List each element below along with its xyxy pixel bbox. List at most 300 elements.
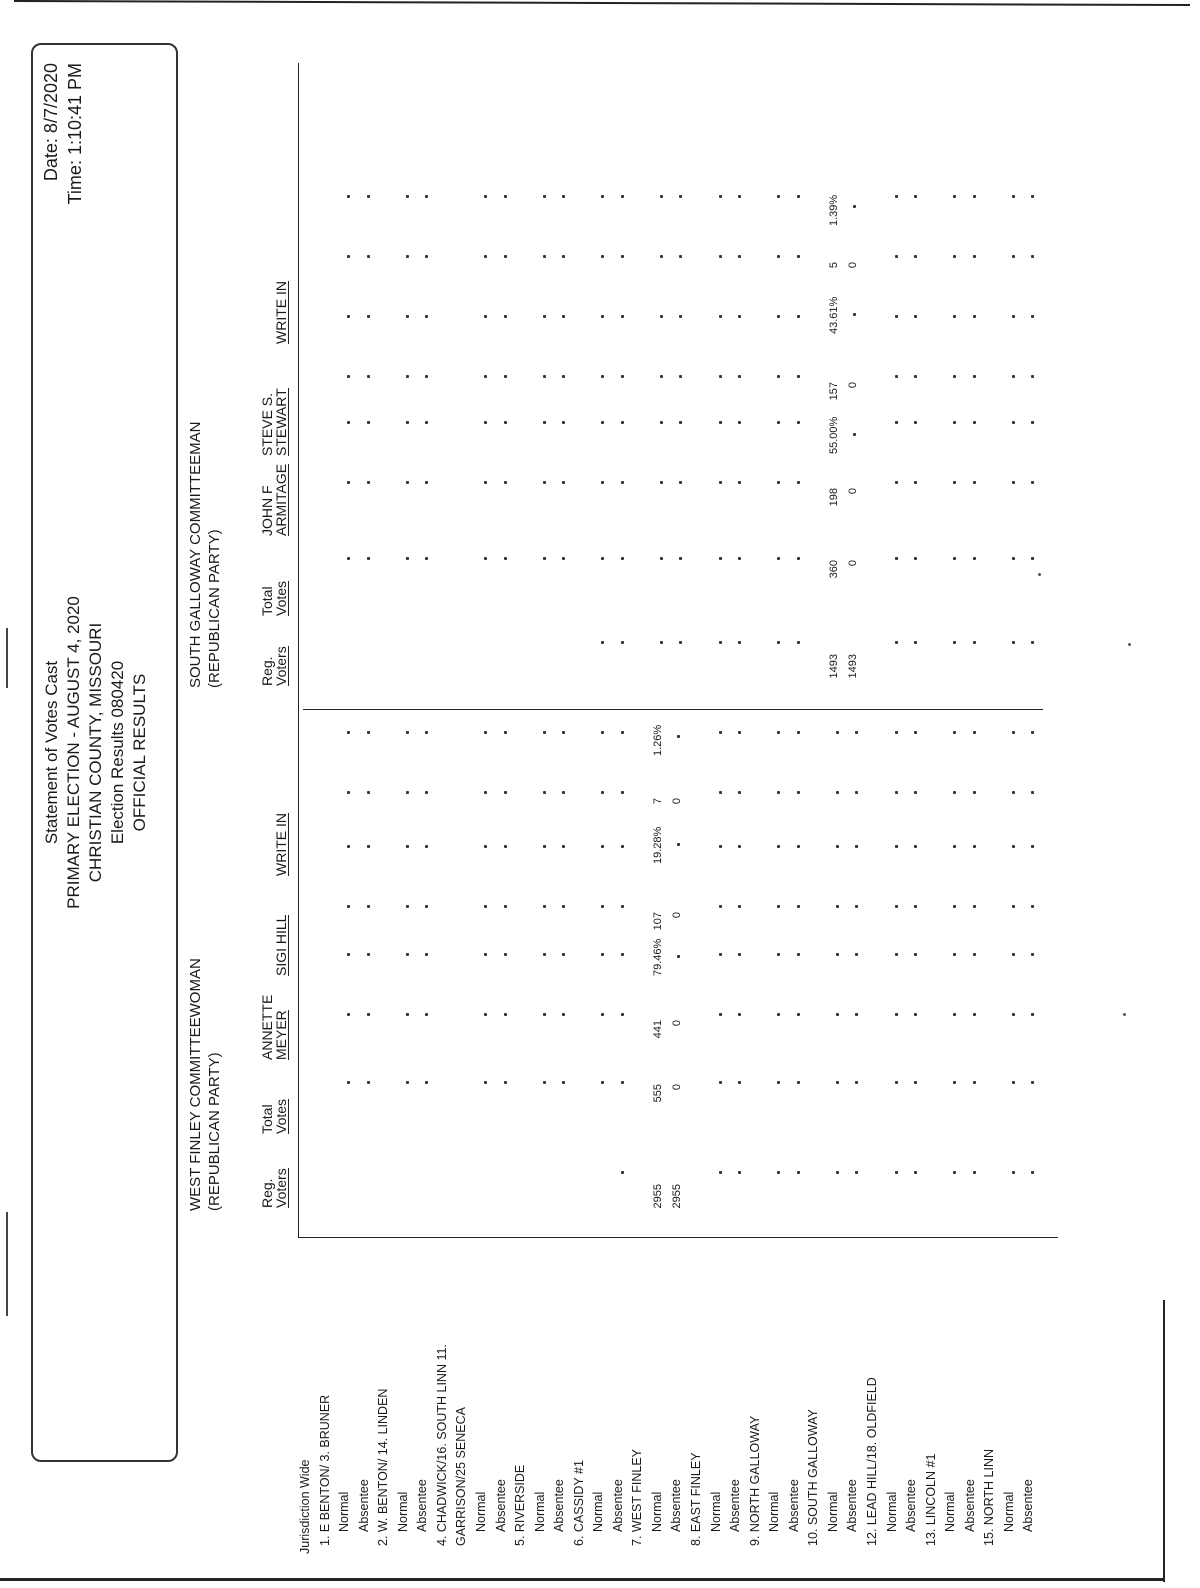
empty-cell-mark: [660, 195, 663, 198]
precinct-label: 2. W. BENTON/ 14. LINDEN: [376, 1388, 391, 1546]
empty-cell-mark: [1012, 557, 1015, 560]
empty-cell-mark: [543, 1081, 546, 1084]
empty-cell-mark: [719, 1081, 722, 1084]
empty-cell-mark: [367, 731, 370, 734]
empty-cell-mark: [347, 1013, 350, 1016]
empty-cell-mark: [406, 255, 409, 258]
column-header: Votes: [273, 580, 289, 616]
empty-cell-mark: [504, 1013, 507, 1016]
empty-cell-mark: [914, 953, 917, 956]
empty-cell-mark: [621, 1171, 624, 1174]
empty-cell-mark: [738, 791, 741, 794]
empty-cell-mark: [406, 557, 409, 560]
empty-cell-mark: [562, 315, 565, 318]
empty-cell-mark: [797, 481, 800, 484]
vote-type-label: Normal: [473, 1491, 488, 1532]
candidate-votes-value: 0: [671, 912, 684, 919]
empty-cell-mark: [621, 953, 624, 956]
section-title: (REPUBLICAN PARTY): [206, 1052, 223, 1211]
empty-cell-mark: [562, 845, 565, 848]
empty-cell-mark: [601, 315, 604, 318]
empty-cell-mark: [347, 557, 350, 560]
empty-cell-mark: [406, 481, 409, 484]
reg-voters-value: 2955: [651, 1184, 664, 1209]
empty-cell-mark: [679, 255, 682, 258]
empty-cell-mark: [738, 845, 741, 848]
candidate-percent-value: 79.46%: [651, 938, 664, 976]
empty-cell-mark: [797, 953, 800, 956]
column-header: ANNETTE: [259, 994, 275, 1060]
empty-cell-mark: [1012, 1013, 1015, 1016]
empty-cell-mark: [1012, 791, 1015, 794]
empty-cell-mark: [777, 953, 780, 956]
vote-type-label: Normal: [649, 1491, 664, 1532]
column-header: ARMITAGE: [273, 463, 289, 536]
empty-cell-mark: [484, 731, 487, 734]
empty-cell-mark: [621, 905, 624, 908]
empty-cell-mark: [953, 481, 956, 484]
empty-cell-mark: [406, 953, 409, 956]
empty-cell-mark: [406, 1081, 409, 1084]
empty-cell-mark: [1031, 1013, 1034, 1016]
empty-cell-mark: [1031, 641, 1034, 644]
empty-cell-mark: [836, 731, 839, 734]
vote-type-label: Absentee: [552, 1479, 567, 1532]
empty-cell-mark: [504, 315, 507, 318]
empty-cell-mark: [425, 1013, 428, 1016]
empty-cell-mark: [484, 845, 487, 848]
candidate-percent-value: 1.26%: [651, 724, 664, 756]
empty-cell-mark: [953, 905, 956, 908]
total-votes-value: 0: [671, 1084, 684, 1091]
empty-cell-mark: [562, 421, 565, 424]
empty-cell-mark: [484, 905, 487, 908]
empty-cell-mark: [1031, 731, 1034, 734]
vote-type-label: Absentee: [1021, 1479, 1036, 1532]
candidate-votes-value: 0: [671, 1020, 684, 1027]
empty-cell-mark: [953, 1013, 956, 1016]
vote-type-label: Normal: [943, 1491, 958, 1532]
empty-cell-mark: [504, 421, 507, 424]
empty-cell-mark: [738, 195, 741, 198]
empty-cell-mark: [973, 953, 976, 956]
empty-cell-mark: [425, 421, 428, 424]
candidate-percent-value: 43.61%: [827, 296, 840, 334]
empty-cell-mark: [895, 905, 898, 908]
empty-cell-mark: [1012, 731, 1015, 734]
vote-type-label: Absentee: [786, 1479, 801, 1532]
empty-cell-mark: [1031, 255, 1034, 258]
empty-cell-mark: [738, 953, 741, 956]
empty-cell-mark: [347, 791, 350, 794]
vote-type-label: Absentee: [904, 1479, 919, 1532]
empty-cell-mark: [1031, 557, 1034, 560]
vote-type-label: Absentee: [845, 1479, 860, 1532]
empty-cell-mark: [406, 375, 409, 378]
report-date: Date: 8/7/2020: [41, 63, 61, 182]
empty-cell-mark: [853, 313, 856, 316]
empty-cell-mark: [367, 1081, 370, 1084]
empty-cell-mark: [973, 421, 976, 424]
empty-cell-mark: [895, 1081, 898, 1084]
column-header: SIGI HILL: [273, 914, 289, 976]
empty-cell-mark: [777, 421, 780, 424]
empty-cell-mark: [973, 481, 976, 484]
precinct-label: GARRISON/25 SENECA: [454, 1407, 469, 1546]
column-header: Total: [259, 586, 275, 616]
empty-cell-mark: [562, 195, 565, 198]
empty-cell-mark: [1012, 953, 1015, 956]
empty-cell-mark: [484, 481, 487, 484]
empty-cell-mark: [679, 375, 682, 378]
empty-cell-mark: [601, 641, 604, 644]
empty-cell-mark: [777, 557, 780, 560]
empty-cell-mark: [621, 421, 624, 424]
empty-cell-mark: [836, 845, 839, 848]
empty-cell-mark: [738, 255, 741, 258]
empty-cell-mark: [914, 315, 917, 318]
precinct-label: 10. SOUTH GALLOWAY: [806, 1409, 821, 1546]
empty-cell-mark: [660, 315, 663, 318]
empty-cell-mark: [855, 905, 858, 908]
empty-cell-mark: [484, 255, 487, 258]
empty-cell-mark: [504, 375, 507, 378]
empty-cell-mark: [562, 375, 565, 378]
empty-cell-mark: [543, 905, 546, 908]
section-title: WEST FINLEY COMMITTEEWOMAN: [187, 958, 204, 1211]
empty-cell-mark: [953, 731, 956, 734]
candidate-votes-value: 157: [827, 382, 840, 401]
empty-cell-mark: [621, 375, 624, 378]
empty-cell-mark: [543, 255, 546, 258]
empty-cell-mark: [504, 557, 507, 560]
empty-cell-mark: [425, 953, 428, 956]
empty-cell-mark: [719, 953, 722, 956]
empty-cell-mark: [914, 557, 917, 560]
report-title-line: Election Results 080420: [108, 660, 127, 845]
empty-cell-mark: [719, 845, 722, 848]
empty-cell-mark: [562, 905, 565, 908]
column-header: Voters: [273, 1168, 289, 1208]
empty-cell-mark: [347, 255, 350, 258]
precinct-label: 12. LEAD HILL/18. OLDFIELD: [864, 1377, 879, 1546]
empty-cell-mark: [738, 375, 741, 378]
scan-speck: [1123, 1013, 1126, 1016]
empty-cell-mark: [660, 255, 663, 258]
empty-cell-mark: [797, 421, 800, 424]
empty-cell-mark: [621, 641, 624, 644]
header-rule: [298, 63, 299, 1238]
empty-cell-mark: [895, 641, 898, 644]
empty-cell-mark: [719, 791, 722, 794]
empty-cell-mark: [914, 905, 917, 908]
empty-cell-mark: [367, 953, 370, 956]
empty-cell-mark: [504, 481, 507, 484]
empty-cell-mark: [484, 557, 487, 560]
vote-type-label: Normal: [337, 1491, 352, 1532]
empty-cell-mark: [484, 195, 487, 198]
empty-cell-mark: [425, 905, 428, 908]
empty-cell-mark: [719, 315, 722, 318]
empty-cell-mark: [1031, 315, 1034, 318]
empty-cell-mark: [836, 1013, 839, 1016]
empty-cell-mark: [953, 557, 956, 560]
empty-cell-mark: [406, 905, 409, 908]
empty-cell-mark: [679, 557, 682, 560]
empty-cell-mark: [1012, 315, 1015, 318]
empty-cell-mark: [738, 557, 741, 560]
empty-cell-mark: [914, 481, 917, 484]
empty-cell-mark: [504, 731, 507, 734]
empty-cell-mark: [973, 905, 976, 908]
empty-cell-mark: [425, 845, 428, 848]
empty-cell-mark: [1031, 375, 1034, 378]
empty-cell-mark: [914, 375, 917, 378]
vote-type-label: Normal: [532, 1491, 547, 1532]
empty-cell-mark: [836, 1171, 839, 1174]
empty-cell-mark: [1012, 195, 1015, 198]
empty-cell-mark: [895, 421, 898, 424]
empty-cell-mark: [853, 205, 856, 208]
empty-cell-mark: [1012, 1081, 1015, 1084]
total-votes-value: 0: [847, 560, 860, 567]
empty-cell-mark: [973, 845, 976, 848]
empty-cell-mark: [777, 791, 780, 794]
empty-cell-mark: [347, 195, 350, 198]
empty-cell-mark: [504, 195, 507, 198]
empty-cell-mark: [777, 641, 780, 644]
empty-cell-mark: [797, 557, 800, 560]
empty-cell-mark: [719, 1171, 722, 1174]
empty-cell-mark: [347, 905, 350, 908]
empty-cell-mark: [797, 731, 800, 734]
label-column-divider: [298, 1237, 1058, 1238]
empty-cell-mark: [1012, 375, 1015, 378]
precinct-label: 6. CASSIDY #1: [571, 1460, 586, 1546]
empty-cell-mark: [347, 1081, 350, 1084]
empty-cell-mark: [677, 735, 680, 738]
precinct-label: 7. WEST FINLEY: [630, 1448, 645, 1546]
empty-cell-mark: [777, 905, 780, 908]
empty-cell-mark: [895, 557, 898, 560]
candidate-votes-value: 0: [671, 798, 684, 805]
empty-cell-mark: [621, 1013, 624, 1016]
vote-type-label: Normal: [708, 1491, 723, 1532]
candidate-votes-value: 198: [827, 488, 840, 507]
empty-cell-mark: [914, 1013, 917, 1016]
empty-cell-mark: [367, 375, 370, 378]
empty-cell-mark: [543, 791, 546, 794]
precinct-label: 15. NORTH LINN: [982, 1448, 997, 1546]
candidate-percent-value: 55.00%: [827, 416, 840, 454]
empty-cell-mark: [484, 1013, 487, 1016]
column-header: Votes: [273, 1098, 289, 1134]
empty-cell-mark: [777, 731, 780, 734]
empty-cell-mark: [562, 1013, 565, 1016]
section-title: (REPUBLICAN PARTY): [206, 529, 223, 688]
reg-voters-value: 1493: [847, 654, 860, 679]
empty-cell-mark: [914, 731, 917, 734]
empty-cell-mark: [504, 905, 507, 908]
empty-cell-mark: [621, 731, 624, 734]
empty-cell-mark: [895, 315, 898, 318]
empty-cell-mark: [425, 195, 428, 198]
vote-type-label: Normal: [1001, 1491, 1016, 1532]
empty-cell-mark: [738, 1171, 741, 1174]
empty-cell-mark: [621, 195, 624, 198]
empty-cell-mark: [797, 255, 800, 258]
empty-cell-mark: [1031, 845, 1034, 848]
empty-cell-mark: [406, 315, 409, 318]
empty-cell-mark: [853, 433, 856, 436]
empty-cell-mark: [1031, 481, 1034, 484]
empty-cell-mark: [543, 1013, 546, 1016]
empty-cell-mark: [797, 641, 800, 644]
empty-cell-mark: [562, 481, 565, 484]
empty-cell-mark: [1012, 481, 1015, 484]
empty-cell-mark: [953, 375, 956, 378]
precinct-label: 9. NORTH GALLOWAY: [747, 1415, 762, 1546]
empty-cell-mark: [973, 641, 976, 644]
empty-cell-mark: [914, 421, 917, 424]
empty-cell-mark: [855, 1171, 858, 1174]
empty-cell-mark: [679, 421, 682, 424]
empty-cell-mark: [777, 315, 780, 318]
empty-cell-mark: [425, 557, 428, 560]
empty-cell-mark: [738, 481, 741, 484]
empty-cell-mark: [484, 953, 487, 956]
empty-cell-mark: [777, 195, 780, 198]
empty-cell-mark: [914, 255, 917, 258]
empty-cell-mark: [621, 1081, 624, 1084]
empty-cell-mark: [425, 791, 428, 794]
vote-type-label: Normal: [884, 1491, 899, 1532]
empty-cell-mark: [543, 953, 546, 956]
empty-cell-mark: [719, 557, 722, 560]
column-header: Reg.: [259, 1178, 275, 1208]
empty-cell-mark: [777, 375, 780, 378]
empty-cell-mark: [660, 481, 663, 484]
precinct-label: 13. LINCOLN #1: [923, 1453, 938, 1546]
empty-cell-mark: [738, 641, 741, 644]
empty-cell-mark: [679, 315, 682, 318]
empty-cell-mark: [484, 421, 487, 424]
empty-cell-mark: [895, 1013, 898, 1016]
empty-cell-mark: [719, 905, 722, 908]
empty-cell-mark: [347, 845, 350, 848]
empty-cell-mark: [973, 195, 976, 198]
section-title: SOUTH GALLOWAY COMMITTEEMAN: [187, 421, 204, 688]
scan-speck: [1128, 643, 1131, 646]
empty-cell-mark: [406, 731, 409, 734]
empty-cell-mark: [895, 1171, 898, 1174]
empty-cell-mark: [660, 375, 663, 378]
empty-cell-mark: [1012, 255, 1015, 258]
empty-cell-mark: [895, 255, 898, 258]
vote-type-label: Absentee: [415, 1479, 430, 1532]
empty-cell-mark: [719, 641, 722, 644]
empty-cell-mark: [621, 481, 624, 484]
empty-cell-mark: [406, 845, 409, 848]
empty-cell-mark: [1031, 421, 1034, 424]
empty-cell-mark: [953, 845, 956, 848]
section-divider: [303, 709, 1043, 710]
empty-cell-mark: [1031, 195, 1034, 198]
empty-cell-mark: [895, 375, 898, 378]
empty-cell-mark: [367, 845, 370, 848]
empty-cell-mark: [738, 421, 741, 424]
empty-cell-mark: [777, 1081, 780, 1084]
empty-cell-mark: [797, 791, 800, 794]
empty-cell-mark: [914, 1081, 917, 1084]
empty-cell-mark: [601, 481, 604, 484]
empty-cell-mark: [777, 255, 780, 258]
vote-type-label: Normal: [395, 1491, 410, 1532]
empty-cell-mark: [973, 731, 976, 734]
empty-cell-mark: [953, 1081, 956, 1084]
column-header: WRITE IN: [273, 813, 289, 876]
empty-cell-mark: [347, 953, 350, 956]
report-timestamp: [39, 63, 87, 204]
empty-cell-mark: [973, 1013, 976, 1016]
precinct-label: 5. RIVERSIDE: [513, 1464, 528, 1546]
empty-cell-mark: [543, 557, 546, 560]
empty-cell-mark: [562, 953, 565, 956]
vote-type-label: Normal: [825, 1491, 840, 1532]
empty-cell-mark: [1031, 953, 1034, 956]
empty-cell-mark: [601, 731, 604, 734]
empty-cell-mark: [953, 791, 956, 794]
empty-cell-mark: [719, 255, 722, 258]
empty-cell-mark: [425, 1081, 428, 1084]
candidate-votes-value: 441: [651, 1020, 664, 1039]
vote-type-label: Absentee: [728, 1479, 743, 1532]
empty-cell-mark: [679, 195, 682, 198]
empty-cell-mark: [777, 1013, 780, 1016]
empty-cell-mark: [601, 791, 604, 794]
empty-cell-mark: [347, 731, 350, 734]
empty-cell-mark: [953, 255, 956, 258]
empty-cell-mark: [836, 791, 839, 794]
empty-cell-mark: [1031, 791, 1034, 794]
precinct-label: 4. CHADWICK/16. SOUTH LINN 11.: [434, 1344, 449, 1546]
empty-cell-mark: [601, 905, 604, 908]
empty-cell-mark: [562, 255, 565, 258]
empty-cell-mark: [679, 481, 682, 484]
empty-cell-mark: [504, 953, 507, 956]
empty-cell-mark: [601, 845, 604, 848]
empty-cell-mark: [425, 375, 428, 378]
empty-cell-mark: [484, 1081, 487, 1084]
empty-cell-mark: [973, 1081, 976, 1084]
empty-cell-mark: [543, 731, 546, 734]
column-header: Total: [259, 1104, 275, 1134]
reg-voters-value: 2955: [671, 1184, 684, 1209]
empty-cell-mark: [953, 1171, 956, 1174]
empty-cell-mark: [601, 1013, 604, 1016]
empty-cell-mark: [601, 1081, 604, 1084]
vote-type-label: Absentee: [610, 1479, 625, 1532]
empty-cell-mark: [601, 375, 604, 378]
empty-cell-mark: [738, 1013, 741, 1016]
empty-cell-mark: [914, 791, 917, 794]
empty-cell-mark: [484, 315, 487, 318]
empty-cell-mark: [677, 843, 680, 846]
empty-cell-mark: [562, 557, 565, 560]
empty-cell-mark: [797, 845, 800, 848]
empty-cell-mark: [601, 421, 604, 424]
empty-cell-mark: [562, 1081, 565, 1084]
